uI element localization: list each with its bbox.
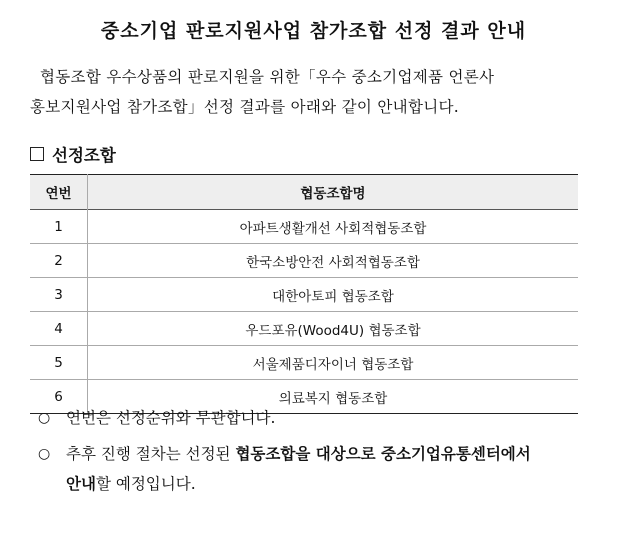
note-order-irrelevant: 연번은 선정순위와 무관합니다. [66,409,276,427]
table-row [30,210,578,244]
row-cooperative-name: 의료복지 협동조합 [88,380,579,414]
header-number: 연번 [30,175,88,210]
row-cooperative-name: 대한아토피 협동조합 [88,278,579,312]
row-number: 4 [30,312,88,346]
row-cooperative-name: 서울제품디자이너 협동조합 [88,346,579,380]
row-number: 3 [30,278,88,312]
row-number: 5 [30,346,88,380]
header-cooperative-name: 협동조합명 [300,186,366,202]
table-row [30,346,578,380]
section-heading [30,142,116,166]
note-next-steps-part1: 추후 진행 절차는 선정된 [66,445,236,463]
selected-cooperatives-table [30,174,578,414]
note-next-steps-bold1: 협동조합을 대상으로 중소기업유통센터에서 [235,444,531,463]
note-next-steps [66,439,531,499]
row-cooperative-name: 우드포유(Wood4U) 협동조합 [88,312,579,346]
note-next-steps-bold2: 안내 [66,474,96,493]
note-next-steps-part2: 할 예정입니다. [95,475,196,493]
circle-bullet-icon: ○ [38,446,51,462]
list-item [38,403,598,433]
row-cooperative-name: 한국소방안전 사회적협동조합 [88,244,579,278]
page-title: 중소기업 판로지원사업 참가조합 선정 결과 안내 [100,20,527,42]
checkbox-square-icon [30,147,44,161]
table-row [30,244,578,278]
table-row [30,312,578,346]
row-number: 1 [30,210,88,244]
intro-line-2: 홍보지원사업 참가조합」선정 결과를 아래와 같이 안내합니다. [30,98,459,116]
row-number: 6 [30,380,88,414]
section-title: 선정조합 [52,146,116,165]
row-number: 2 [30,244,88,278]
row-cooperative-name: 아파트생활개선 사회적협동조합 [88,210,579,244]
notes-list [38,403,598,505]
intro-paragraph [30,62,605,122]
intro-line-1: 협동조합 우수상품의 판로지원을 위한「우수 중소기업제품 언론사 [40,68,495,86]
table-row [30,278,578,312]
list-item [38,439,598,499]
circle-bullet-icon: ○ [38,410,51,426]
table-header-row [30,175,578,210]
